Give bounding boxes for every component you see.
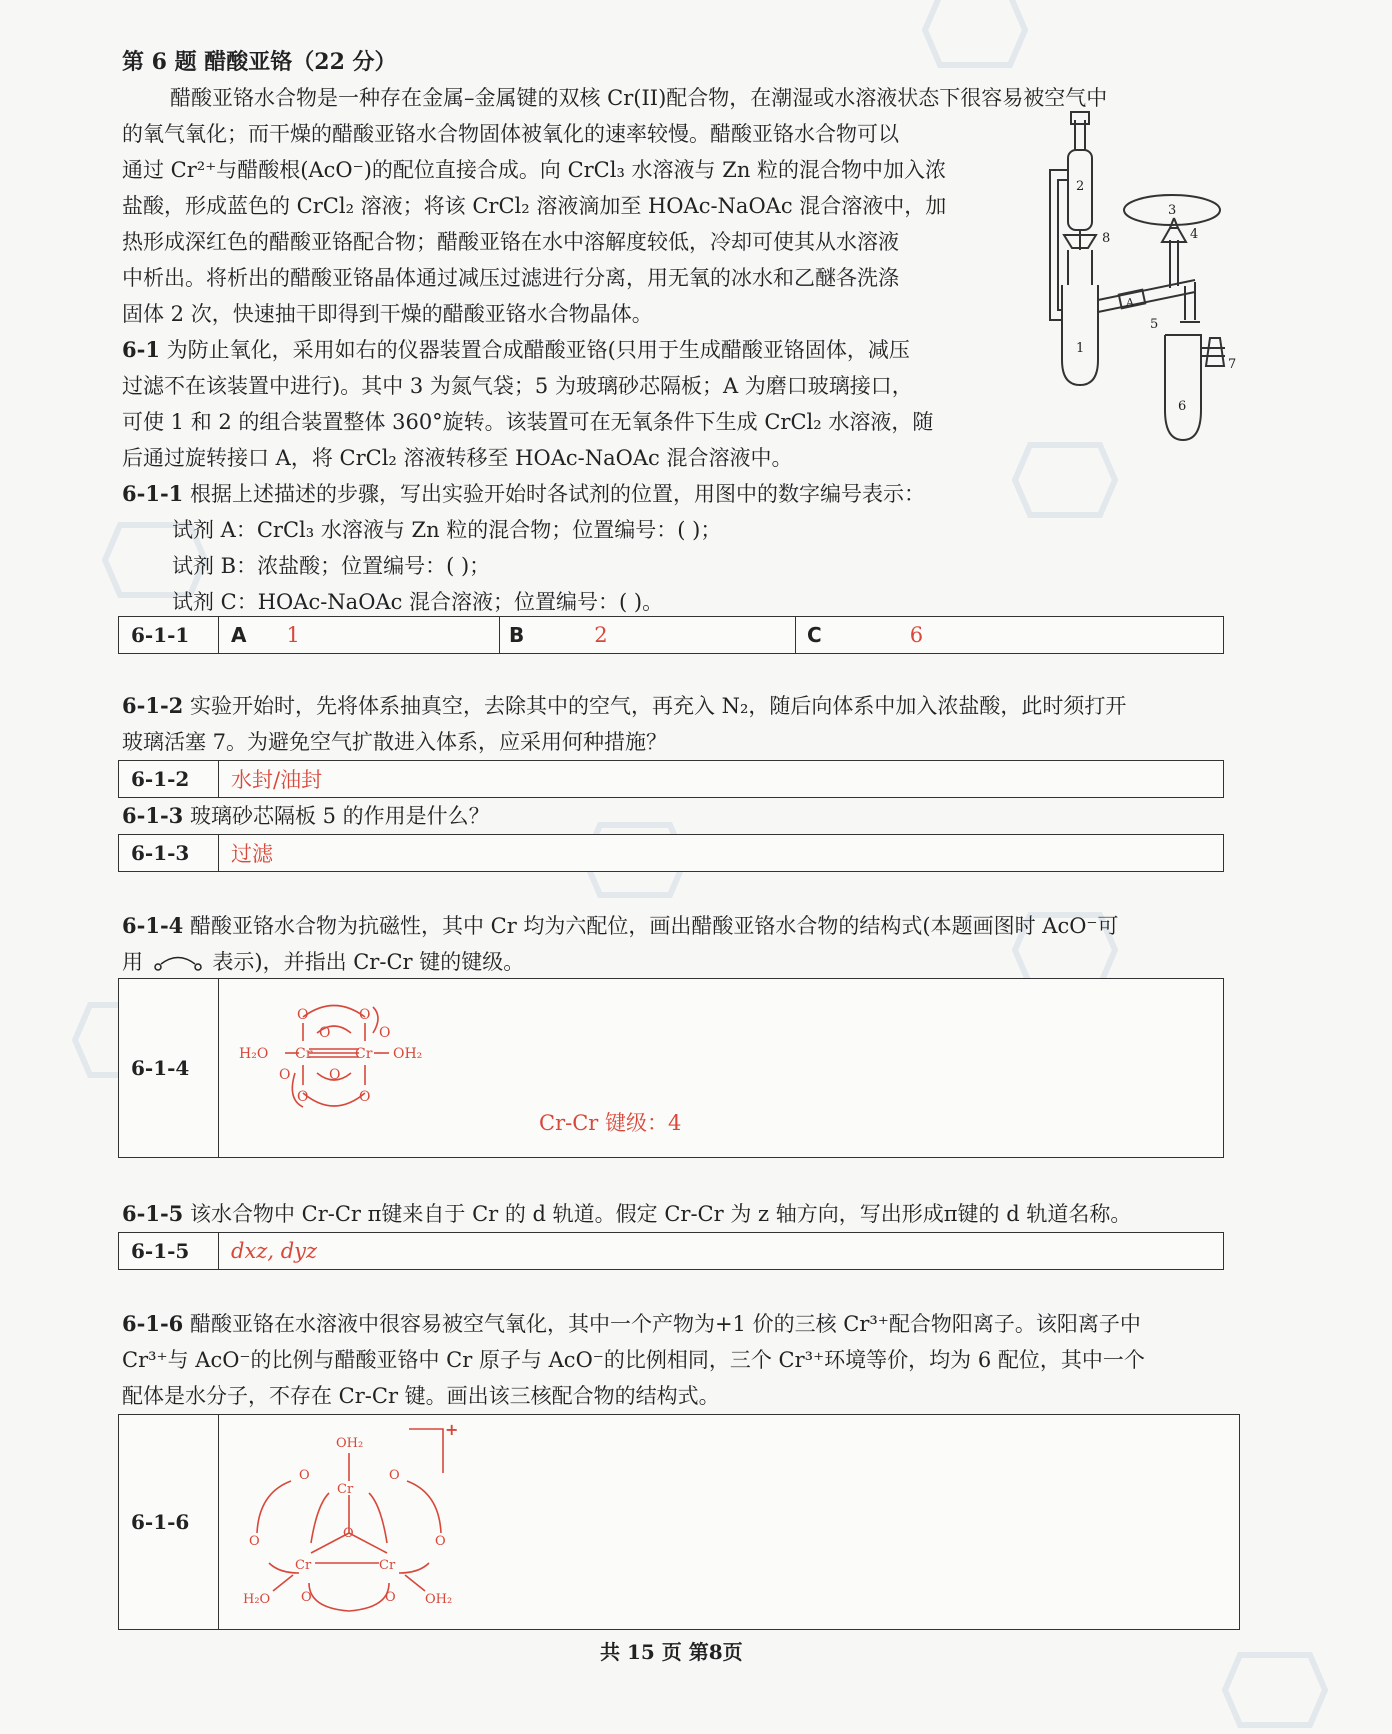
answer-value: 2 — [594, 623, 608, 647]
reagent-line: 试剂 C：HOAc-NaOAc 混合溶液；位置编号：( )。 — [172, 590, 664, 614]
answer-label: 6-1-3 — [119, 835, 219, 871]
q61-text: 为防止氧化，采用如右的仪器装置合成醋酸亚铬(只用于生成醋酸亚铬固体，减压 — [166, 338, 910, 362]
answer-label: 6-1-5 — [119, 1233, 219, 1269]
q614-line — [122, 944, 524, 980]
answer-key: B — [509, 623, 525, 647]
answer-box-616 — [118, 1414, 1240, 1630]
answer-value: dxz, dyz — [231, 1239, 318, 1263]
apparatus-label: 8 — [1102, 231, 1111, 246]
q614-text: 表示)，并指出 Cr-Cr 键的键级。 — [212, 950, 525, 974]
answer-cell-c — [807, 617, 923, 653]
q616-number: 6-1-6 — [122, 1311, 184, 1336]
oxygen-label: O — [385, 1590, 396, 1605]
q616-line — [122, 1306, 1141, 1342]
watermark-logo — [920, 0, 1030, 70]
q61-line: 可使 1 和 2 的组合装置整体 360°旋转。该装置可在无氧条件下生成 CrCl₂ 水溶液，随 — [122, 410, 934, 434]
oxygen-label: O — [299, 1468, 310, 1483]
metal-label: Cr — [379, 1558, 396, 1573]
apparatus-label: A — [1126, 296, 1134, 309]
answer-box-614 — [118, 978, 1224, 1158]
q611-number: 6-1-1 — [122, 481, 184, 506]
answer-key: A — [231, 623, 247, 647]
oxygen-label: O — [343, 1526, 354, 1541]
q615-line — [122, 1196, 1131, 1232]
q613-number: 6-1-3 — [122, 803, 184, 828]
answer-key: C — [807, 623, 822, 647]
q614-line — [122, 908, 1119, 944]
bond-order-answer: Cr-Cr 键级：4 — [539, 1111, 682, 1135]
oxygen-label: O — [359, 1007, 371, 1023]
q611-line — [122, 476, 925, 512]
q611-text: 根据上述描述的步骤，写出实验开始时各试剂的位置，用图中的数字编号表示： — [189, 482, 925, 506]
oxygen-label: O — [389, 1468, 400, 1483]
apparatus-label: 3 — [1168, 203, 1177, 218]
oxygen-label: O — [319, 1025, 331, 1041]
q615-number: 6-1-5 — [122, 1201, 184, 1226]
oxygen-label: O — [435, 1534, 446, 1549]
q61-line — [122, 332, 910, 368]
ligand-label: OH₂ — [393, 1046, 423, 1062]
q613-line — [122, 798, 490, 834]
apparatus-label: 7 — [1228, 357, 1237, 372]
trinuclear-structure — [229, 1423, 469, 1623]
answer-box-613 — [118, 834, 1224, 872]
ligand-label: OH₂ — [336, 1436, 364, 1451]
ligand-label: OH₂ — [425, 1592, 453, 1607]
answer-value: 6 — [909, 623, 924, 647]
ligand-label: H₂O — [243, 1592, 271, 1607]
intro-line: 通过 Cr²⁺与醋酸根(AcO⁻)的配位直接合成。向 CrCl₃ 水溶液与 Zn 粒的混合物中加入浓 — [122, 158, 947, 182]
metal-label: Cr — [295, 1046, 313, 1062]
oxygen-label: O — [379, 1025, 391, 1041]
q613-text: 玻璃砂芯隔板 5 的作用是什么？ — [189, 804, 490, 828]
q612-line: 玻璃活塞 7。为避免空气扩散进入体系，应采用何种措施？ — [122, 730, 668, 754]
reagent-line: 试剂 B：浓盐酸；位置编号：( )； — [172, 554, 491, 578]
oxygen-label: O — [249, 1534, 260, 1549]
q612-number: 6-1-2 — [122, 693, 184, 718]
charge-label: + — [445, 1423, 459, 1439]
intro-line: 盐酸，形成蓝色的 CrCl₂ 溶液；将该 CrCl₂ 溶液滴加至 HOAc-NaOAc 混合溶液中，加 — [122, 194, 947, 218]
apparatus-label: 1 — [1076, 341, 1085, 356]
ligand-label: H₂O — [239, 1046, 269, 1062]
answer-label: 6-1-4 — [119, 979, 219, 1157]
metal-label: Cr — [355, 1046, 373, 1062]
q614-number: 6-1-4 — [122, 913, 184, 938]
page-footer: 共 15 页 第8页 — [600, 1640, 743, 1664]
q616-line: Cr³⁺与 AcO⁻的比例与醋酸亚铬中 Cr 原子与 AcO⁻的比例相同，三个 Cr³⁺环境等价，均为 6 配位，其中一个 — [122, 1348, 1145, 1372]
answer-box-611 — [118, 616, 1224, 654]
q616-text: 醋酸亚铬在水溶液中很容易被空气氧化，其中一个产物为+1 价的三核 Cr³⁺配合物阳离子。该阳离子中 — [189, 1312, 1141, 1336]
apparatus-label: 4 — [1190, 227, 1199, 242]
metal-label: Cr — [295, 1558, 312, 1573]
answer-label: 6-1-6 — [119, 1415, 219, 1629]
intro-line: 固体 2 次，快速抽干即得到干燥的醋酸亚铬水合物晶体。 — [122, 302, 653, 326]
oxygen-label: O — [359, 1089, 371, 1105]
reagent-line: 试剂 A：CrCl₃ 水溶液与 Zn 粒的混合物；位置编号：( )； — [172, 518, 722, 542]
answer-label: 6-1-2 — [119, 761, 219, 797]
intro-line: 的氧气氧化；而干燥的醋酸亚铬水合物固体被氧化的速率较慢。醋酸亚铬水合物可以 — [122, 122, 899, 146]
apparatus-label: 2 — [1076, 179, 1085, 194]
answer-box-612 — [118, 760, 1224, 798]
q612-line — [122, 688, 1126, 724]
intro-line: 中析出。将析出的醋酸亚铬晶体通过减压过滤进行分离，用无氧的冰水和乙醚各洗涤 — [122, 266, 899, 290]
answer-label: 6-1-1 — [119, 617, 219, 653]
oxygen-label: O — [297, 1089, 309, 1105]
answer-value: 水封/油封 — [231, 768, 323, 792]
oxygen-label: O — [301, 1590, 312, 1605]
oxygen-label: O — [297, 1007, 309, 1023]
apparatus-diagram — [1020, 110, 1250, 455]
q61-number: 6-1 — [122, 337, 160, 362]
answer-box-615 — [118, 1232, 1224, 1270]
apparatus-label: 5 — [1150, 317, 1159, 332]
answer-cell-b — [509, 617, 608, 653]
oxygen-label: O — [279, 1067, 291, 1083]
dinuclear-structure — [239, 989, 479, 1139]
q615-text: 该水合物中 Cr-Cr π键来自于 Cr 的 d 轨道。假定 Cr-Cr 为 z 轴方向，写出形成π键的 d 轨道名称。 — [189, 1202, 1132, 1226]
answer-cell-a — [231, 617, 300, 653]
q612-text: 实验开始时，先将体系抽真空，去除其中的空气，再充入 N₂，随后向体系中加入浓盐酸，此时须打开 — [189, 694, 1127, 718]
metal-label: Cr — [337, 1482, 354, 1497]
q61-line: 过滤不在该装置中进行)。其中 3 为氮气袋；5 为玻璃砂芯隔板；A 为磨口玻璃接口， — [122, 374, 913, 398]
q61-line: 后通过旋转接口 A，将 CrCl₂ 溶液转移至 HOAc-NaOAc 混合溶液中。 — [122, 446, 793, 470]
question-title: 第 6 题 醋酸亚铬（22 分） — [122, 49, 397, 75]
apparatus-label: 6 — [1178, 399, 1187, 414]
answer-value: 过滤 — [231, 842, 273, 866]
watermark-logo — [1220, 1650, 1330, 1730]
acetate-symbol — [150, 953, 206, 975]
q614-text: 用 — [122, 950, 143, 974]
intro-line: 热形成深红色的醋酸亚铬配合物；醋酸亚铬在水中溶解度较低，冷却可使其从水溶液 — [122, 230, 899, 254]
q616-line: 配体是水分子，不存在 Cr-Cr 键。画出该三核配合物的结构式。 — [122, 1384, 720, 1408]
intro-line: 醋酸亚铬水合物是一种存在金属–金属键的双核 Cr(II)配合物，在潮湿或水溶液状态下很容易被空气中 — [170, 86, 1108, 110]
q614-text: 醋酸亚铬水合物为抗磁性，其中 Cr 均为六配位，画出醋酸亚铬水合物的结构式(本题画图时 AcO⁻可 — [189, 914, 1119, 938]
oxygen-label: O — [329, 1067, 341, 1083]
answer-value: 1 — [286, 623, 300, 647]
